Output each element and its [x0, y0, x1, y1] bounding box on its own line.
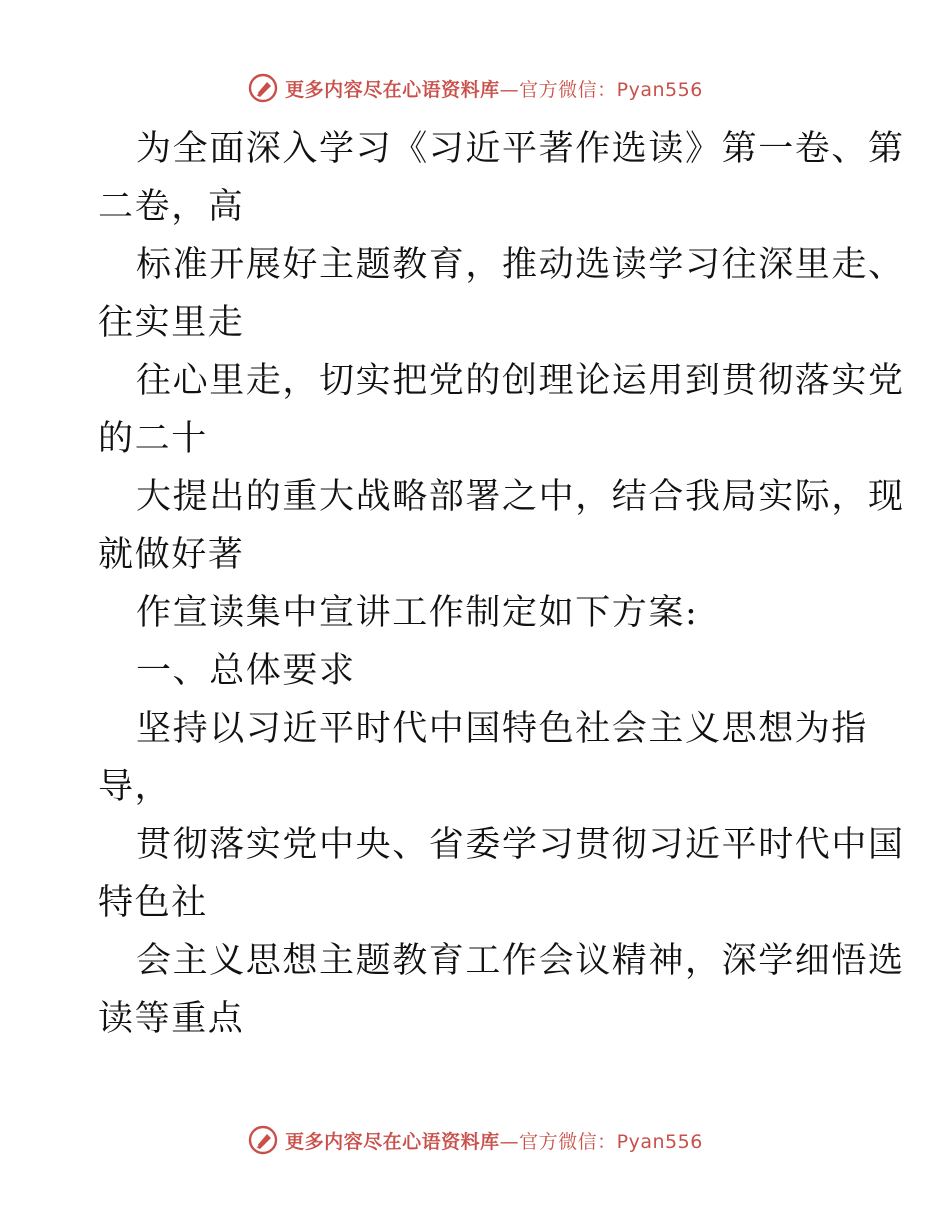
document-body	[98, 120, 905, 1048]
paragraph: 大提出的重大战略部署之中，结合我局实际，现 就做好著	[98, 477, 905, 575]
watermark-text: 更多内容尽在心语资料库—官方微信：Pyan556	[285, 78, 703, 101]
paragraph: 坚持以习近平时代中国特色社会主义思想为指 导，	[98, 709, 869, 807]
paragraph: 为全面深入学习《习近平著作选读》第一卷、第 二卷，高	[98, 129, 905, 227]
pen-nib-logo-icon	[247, 72, 279, 104]
header-watermark	[0, 72, 950, 104]
paragraph: 往心里走，切实把党的创理论运用到贯彻落实党 的二十	[98, 361, 905, 459]
paragraph: 作宣读集中宣讲工作制定如下方案:	[136, 593, 699, 633]
pen-nib-logo-icon	[247, 1124, 279, 1156]
paragraph: 贯彻落实党中央、省委学习贯彻习近平时代中国 特色社	[98, 825, 905, 923]
watermark-text: 更多内容尽在心语资料库—官方微信：Pyan556	[285, 1130, 703, 1153]
section-heading: 一、总体要求	[136, 651, 356, 691]
paragraph: 会主义思想主题教育工作会议精神，深学细悟选 读等重点	[98, 941, 905, 1039]
footer-watermark	[0, 1124, 950, 1156]
paragraph: 标准开展好主题教育，推动选读学习往深里走、 往实里走	[98, 245, 905, 343]
